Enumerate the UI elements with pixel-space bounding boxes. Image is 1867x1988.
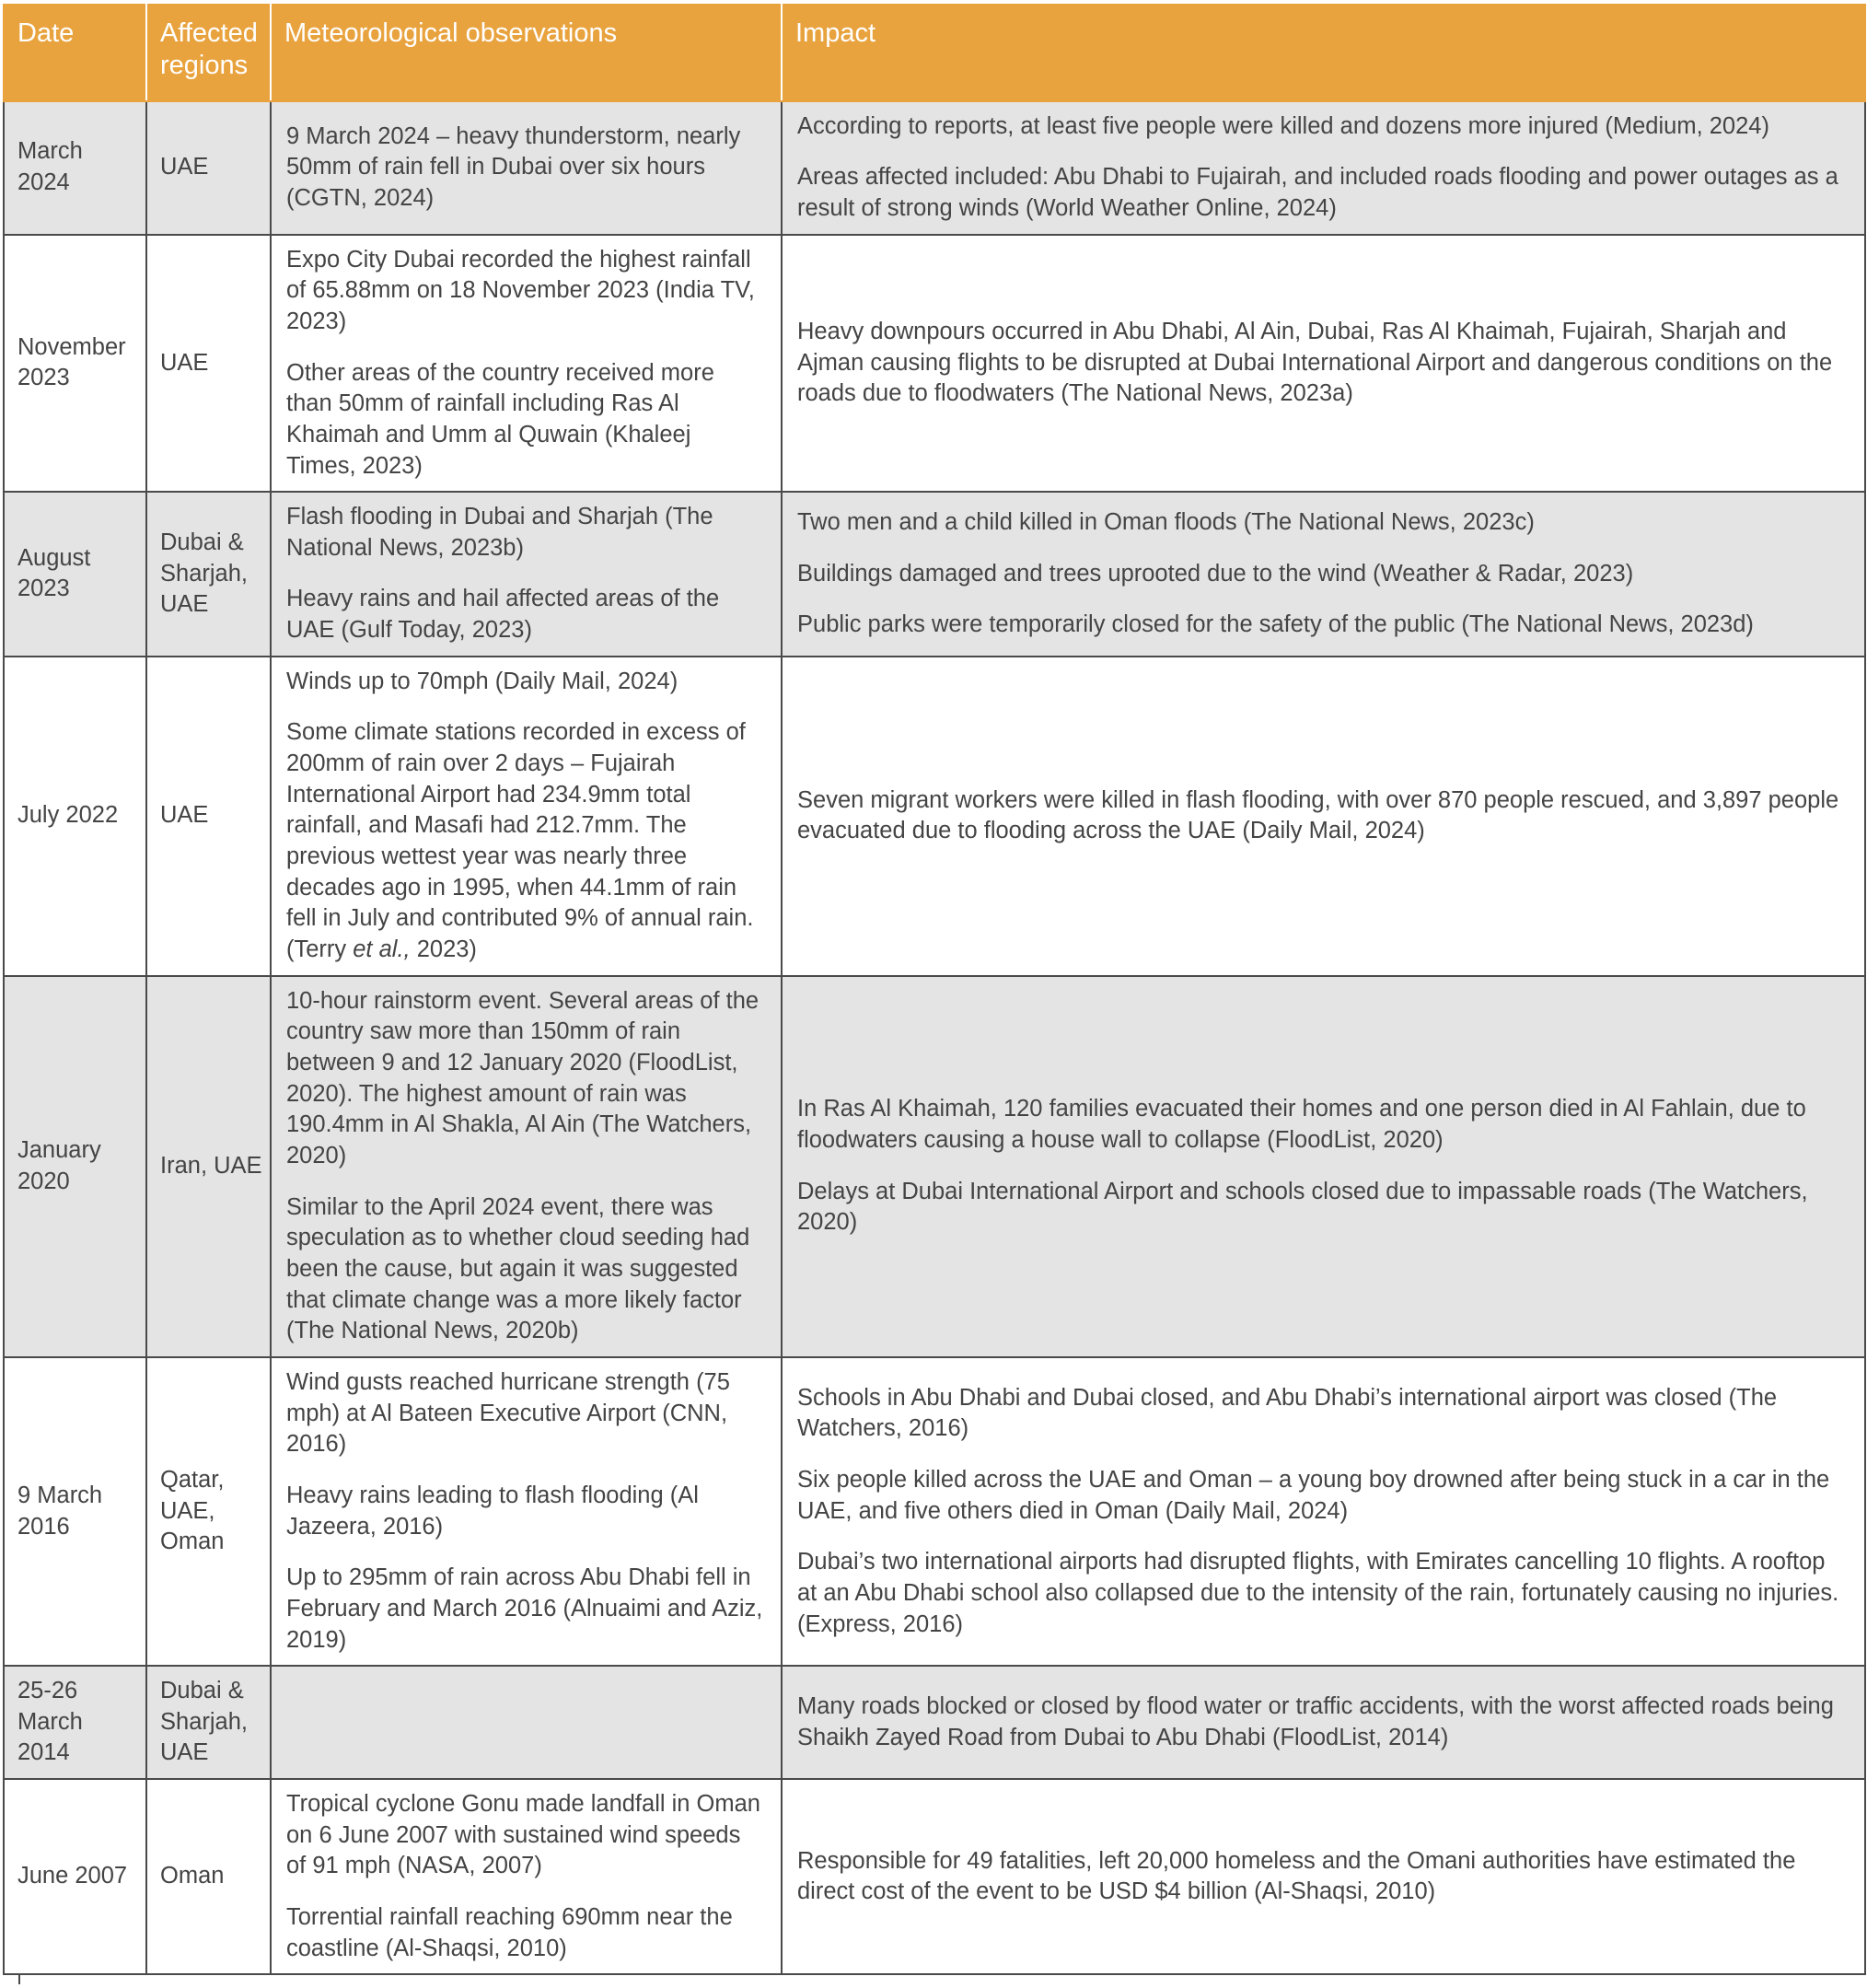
cell-affected-regions: UAE xyxy=(146,235,271,493)
table-row xyxy=(4,1357,1865,1666)
paragraph: Six people killed across the UAE and Oman – a young boy drowned after being stuck in a car in the UAE, and five others died in Oman (Daily Mail, 2024) xyxy=(797,1467,1830,1524)
cell-impact xyxy=(782,976,1865,1357)
italic-text: et al., xyxy=(353,936,411,963)
page-tick-mark xyxy=(0,1975,1867,1988)
paragraph: Tropical cyclone Gonu made landfall in Oman on 6 June 2007 with sustained wind speeds of 91 mph (NASA, 2007) xyxy=(286,1791,760,1879)
cell-meteorological-observations xyxy=(271,976,782,1357)
cell-affected-regions: Dubai & Sharjah, UAE xyxy=(146,492,271,657)
paragraph: According to reports, at least five people were killed and dozens more injured (Medium, 2024) xyxy=(797,112,1769,139)
table-body xyxy=(4,101,1865,1975)
paragraph: Winds up to 70mph (Daily Mail, 2024) xyxy=(286,668,678,694)
cell-impact xyxy=(782,657,1865,976)
cell-date: July 2022 xyxy=(4,657,146,976)
cell-meteorological-observations xyxy=(271,1357,782,1666)
paragraph: Other areas of the country received more than 50mm of rainfall including Ras Al Khaimah and Umm al Quwain (Khaleej Times, 2023) xyxy=(286,359,714,479)
paragraph: Responsible for 49 fatalities, left 20,000 homeless and the Omani authorities have estimated the direct cost of the event to be USD $4 billion (Al-Shaqsi, 2010) xyxy=(797,1847,1796,1905)
cell-impact xyxy=(782,1357,1865,1666)
paragraph: Many roads blocked or closed by flood water or traffic accidents, with the worst affected roads being Shaikh Zayed Road from Dubai to Abu Dhabi (FloodList, 2014) xyxy=(797,1692,1834,1750)
paragraph: Flash flooding in Dubai and Sharjah (The National News, 2023b) xyxy=(286,504,713,561)
table-header xyxy=(4,5,1865,101)
cell-affected-regions: Qatar, UAE, Oman xyxy=(146,1357,271,1666)
cell-affected-regions: UAE xyxy=(146,101,271,235)
column-header-impact: Impact xyxy=(782,5,1865,101)
table-row xyxy=(4,1779,1865,1974)
cell-impact xyxy=(782,1779,1865,1974)
paragraph: Wind gusts reached hurricane strength (75 mph) at Al Bateen Executive Airport (CNN, 2016) xyxy=(286,1368,730,1458)
paragraph: Heavy downpours occurred in Abu Dhabi, Al Ain, Dubai, Ras Al Khaimah, Fujairah, Sharjah and Ajman causing flights to be disrupted at Dubai International Airport and dangerous conditions on the roads due to floodwaters (The National News, 2023a) xyxy=(797,318,1833,407)
cell-meteorological-observations xyxy=(271,1779,782,1974)
paragraph: Heavy rains and hail affected areas of the UAE (Gulf Today, 2023) xyxy=(286,586,720,644)
paragraph: Dubai’s two international airports had disrupted flights, with Emirates cancelling 10 flights. A rooftop at an Abu Dhabi school also collapsed due to the intensity of the rain, fortunately causing no injuries. (Express, 2016) xyxy=(797,1549,1839,1637)
table-row xyxy=(4,492,1865,657)
paragraph: 10-hour rainstorm event. Several areas of the country saw more than 150mm of rain between 9 and 12 January 2020 (FloodList, 2020). The highest amount of rain was 190.4mm in Al Shakla, Al Ain (The Watchers, 2020) xyxy=(286,987,760,1168)
cell-impact xyxy=(782,1666,1865,1779)
column-header-meteorological-observations: Meteorological observations xyxy=(271,5,782,101)
paragraph: Public parks were temporarily closed for the safety of the public (The National News, 2023d) xyxy=(797,611,1754,638)
column-header-date: Date xyxy=(4,5,146,101)
cell-date: November 2023 xyxy=(4,235,146,493)
cell-meteorological-observations xyxy=(271,101,782,235)
cell-date: June 2007 xyxy=(4,1779,146,1974)
cell-affected-regions: Dubai & Sharjah, UAE xyxy=(146,1666,271,1779)
table-row xyxy=(4,976,1865,1357)
cell-meteorological-observations xyxy=(271,657,782,976)
cell-date: 9 March 2016 xyxy=(4,1357,146,1666)
paragraph: Similar to the April 2024 event, there was speculation as to whether cloud seeding had been the cause, but again it was suggested that climate change was a more likely factor (The National News, 2020b) xyxy=(286,1193,750,1344)
paragraph: Areas affected included: Abu Dhabi to Fujairah, and included roads flooding and power outages as a result of strong winds (World Weather Online, 2024) xyxy=(797,164,1838,221)
cell-impact xyxy=(782,101,1865,235)
table-row xyxy=(4,235,1865,493)
paragraph: Some climate stations recorded in excess of 200mm of rain over 2 days – Fujairah International Airport had 234.9mm total rainfall, and Masafi had 212.7mm. The previous wettest year was nearly three decades ago in 1995, when 44.1mm of rain fell in July and contributed 9% of annual rain. (Terry et al., 2023) xyxy=(286,719,754,963)
paragraph: Seven migrant workers were killed in flash flooding, with over 870 people rescued, and 3,897 people evacuated due to flooding across the UAE (Daily Mail, 2024) xyxy=(797,786,1839,844)
cell-impact xyxy=(782,235,1865,493)
cell-date: January 2020 xyxy=(4,976,146,1357)
paragraph: Buildings damaged and trees uprooted due to the wind (Weather & Radar, 2023) xyxy=(797,560,1634,587)
paragraph: Torrential rainfall reaching 690mm near the coastline (Al-Shaqsi, 2010) xyxy=(286,1904,733,1961)
paragraph: In Ras Al Khaimah, 120 families evacuated their homes and one person died in Al Fahlain, due to floodwaters causing a house wall to collapse (FloodList, 2020) xyxy=(797,1096,1806,1154)
table-row xyxy=(4,1666,1865,1779)
column-header-affected-regions: Affected regions xyxy=(146,5,271,101)
cell-date: 25-26 March 2014 xyxy=(4,1666,146,1779)
cell-date: March 2024 xyxy=(4,101,146,235)
paragraph: Expo City Dubai recorded the highest rainfall of 65.88mm on 18 November 2023 (India TV, 2023) xyxy=(286,246,755,334)
paragraph: 9 March 2024 – heavy thunderstorm, nearly 50mm of rain fell in Dubai over six hours (CGTN, 2024) xyxy=(286,122,741,211)
extreme-weather-events-table xyxy=(3,4,1866,1975)
paragraph: Up to 295mm of rain across Abu Dhabi fell in February and March 2016 (Alnuaimi and Aziz, 2019) xyxy=(286,1564,763,1653)
cell-meteorological-observations xyxy=(271,492,782,657)
table-header-row xyxy=(4,5,1865,101)
paragraph: Heavy rains leading to flash flooding (Al Jazeera, 2016) xyxy=(286,1482,699,1540)
cell-impact xyxy=(782,492,1865,657)
cell-affected-regions: Oman xyxy=(146,1779,271,1974)
paragraph: Delays at Dubai International Airport and schools closed due to impassable roads (The Watchers, 2020) xyxy=(797,1178,1808,1236)
cell-meteorological-observations xyxy=(271,1666,782,1779)
cell-affected-regions: UAE xyxy=(146,657,271,976)
cell-affected-regions: Iran, UAE xyxy=(146,976,271,1357)
cell-meteorological-observations xyxy=(271,235,782,493)
cell-date: August 2023 xyxy=(4,492,146,657)
table-row xyxy=(4,101,1865,235)
paragraph: Two men and a child killed in Oman floods (The National News, 2023c) xyxy=(797,508,1535,535)
paragraph: Schools in Abu Dhabi and Dubai closed, and Abu Dhabi’s international airport was closed (The Watchers, 2016) xyxy=(797,1384,1778,1442)
table-row xyxy=(4,657,1865,976)
